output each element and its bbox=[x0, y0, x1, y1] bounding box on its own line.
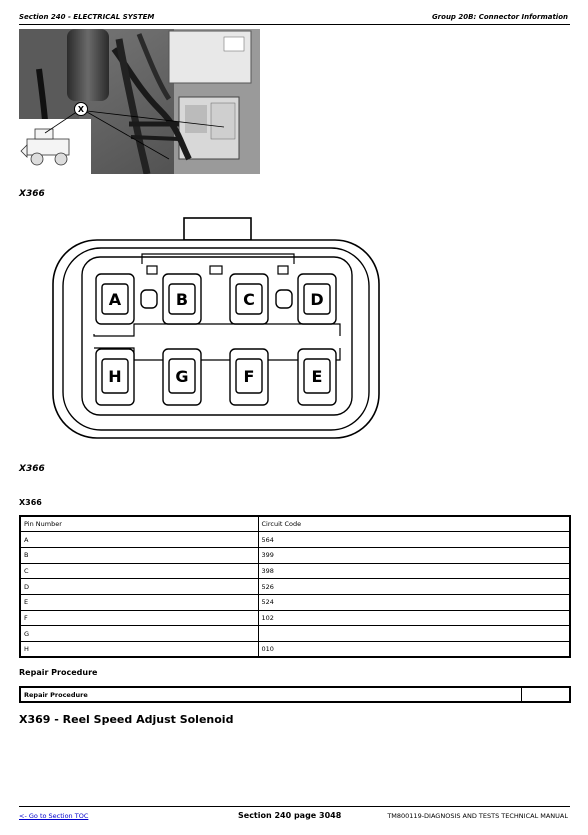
table-row bbox=[20, 626, 570, 642]
pin-cell: H bbox=[20, 642, 258, 658]
circuit-cell: 010 bbox=[258, 642, 570, 658]
pin-cell: F bbox=[20, 610, 258, 626]
section-title: Section 240 - ELECTRICAL SYSTEM bbox=[19, 13, 155, 21]
pin-g-label: G bbox=[175, 367, 189, 386]
connector-caption: X366 bbox=[19, 464, 45, 474]
header-pin-number: Pin Number bbox=[20, 516, 258, 532]
pin-cell: A bbox=[20, 532, 258, 548]
photo-callout-label: X bbox=[77, 105, 85, 114]
footer-rule bbox=[19, 806, 570, 807]
connector-id-label: X366 bbox=[19, 189, 45, 199]
circuit-cell: 398 bbox=[258, 563, 570, 579]
pin-b-label: B bbox=[175, 290, 189, 309]
table-row bbox=[20, 563, 570, 579]
table-header-row bbox=[20, 516, 570, 532]
pin-h-label: H bbox=[108, 367, 122, 386]
header-rule bbox=[19, 24, 570, 25]
repair-procedure-title: Repair Procedure bbox=[19, 668, 98, 677]
repair-box-divider bbox=[521, 688, 522, 701]
table-row bbox=[20, 579, 570, 595]
pin-table-title: X366 bbox=[19, 498, 42, 507]
page-number: Section 240 page 3048 bbox=[238, 811, 342, 820]
next-section-heading: X369 - Reel Speed Adjust Solenoid bbox=[19, 713, 234, 726]
pin-cell: D bbox=[20, 579, 258, 595]
connector-x366-diagram bbox=[50, 214, 386, 440]
pin-cell: E bbox=[20, 594, 258, 610]
table-row bbox=[20, 594, 570, 610]
circuit-cell: 399 bbox=[258, 547, 570, 563]
repair-procedure-label: Repair Procedure bbox=[24, 691, 88, 699]
pin-cell: B bbox=[20, 547, 258, 563]
pin-cell: G bbox=[20, 626, 258, 642]
circuit-cell: 102 bbox=[258, 610, 570, 626]
pin-c-label: C bbox=[243, 290, 255, 309]
table-row bbox=[20, 642, 570, 658]
header-circuit-code: Circuit Code bbox=[258, 516, 570, 532]
table-row bbox=[20, 547, 570, 563]
circuit-cell bbox=[258, 626, 570, 642]
pin-cell: C bbox=[20, 563, 258, 579]
pin-d-label: D bbox=[310, 290, 324, 309]
circuit-cell: 564 bbox=[258, 532, 570, 548]
circuit-cell: 524 bbox=[258, 594, 570, 610]
manual-title: TM800119-DIAGNOSIS AND TESTS TECHNICAL MANUAL bbox=[387, 812, 568, 820]
pin-f-label: F bbox=[243, 367, 255, 386]
group-title: Group 20B: Connector Information bbox=[431, 13, 568, 21]
pin-a-label: A bbox=[108, 290, 122, 309]
repair-procedure-box bbox=[19, 686, 571, 703]
table-row bbox=[20, 532, 570, 548]
connector-location-photo bbox=[19, 29, 260, 174]
circuit-cell: 526 bbox=[258, 579, 570, 595]
table-row bbox=[20, 610, 570, 626]
pin-table bbox=[19, 515, 571, 658]
pin-e-label: E bbox=[311, 367, 323, 386]
go-to-section-toc-link[interactable]: <- Go to Section TOC bbox=[19, 812, 89, 820]
